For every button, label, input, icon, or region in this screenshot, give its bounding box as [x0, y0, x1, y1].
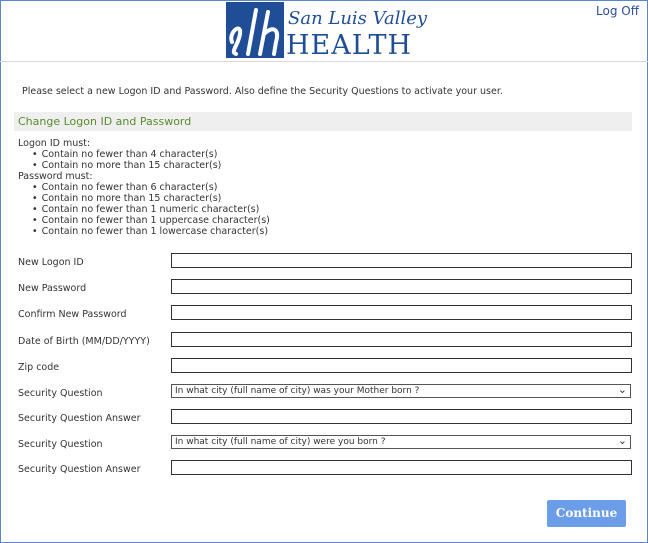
requirement-item: • Contain no more than 15 character(s)	[32, 160, 270, 171]
row-security-q1	[0, 384, 648, 404]
requirements-list	[18, 138, 270, 237]
logo-mark	[226, 2, 284, 58]
password-requirements	[18, 182, 270, 237]
row-new-logon	[0, 253, 648, 273]
row-zip	[0, 358, 648, 378]
row-security-a1	[0, 409, 648, 429]
security-q1-value: In what city (full name of city) was your Mother born ?	[175, 386, 420, 396]
chevron-down-icon: ⌄	[617, 383, 627, 396]
new-password-input[interactable]	[171, 279, 632, 294]
requirement-item: • Contain no fewer than 6 character(s)	[32, 182, 270, 193]
header-divider	[0, 61, 648, 62]
logoff-link[interactable]: Log Off	[596, 4, 639, 18]
requirement-item: • Contain no fewer than 1 numeric character(s)	[32, 204, 270, 215]
zip-label: Zip code	[18, 362, 60, 373]
row-new-password	[0, 279, 648, 299]
logo-text-bottom: HEALTH	[286, 30, 413, 61]
section-header	[14, 112, 632, 131]
section-title: Change Logon ID and Password	[18, 115, 192, 128]
password-requirements-heading: Password must:	[18, 171, 93, 182]
row-security-q2	[0, 435, 648, 455]
security-a2-label: Security Question Answer	[18, 464, 141, 475]
logo-text-top: San Luis Valley	[288, 8, 428, 29]
intro-text: Please select a new Logon ID and Password. Also define the Security Questions to activate your user.	[22, 86, 503, 97]
requirement-item: • Contain no more than 15 character(s)	[32, 193, 270, 204]
security-q1-select[interactable]	[171, 384, 631, 398]
requirement-item: • Contain no fewer than 4 character(s)	[32, 149, 270, 160]
new-logon-label: New Logon ID	[18, 257, 84, 268]
logo	[226, 2, 428, 61]
security-a1-input[interactable]	[171, 409, 632, 424]
chevron-down-icon: ⌄	[617, 434, 627, 447]
dob-label: Date of Birth (MM/DD/YYYY)	[18, 336, 150, 347]
confirm-password-label: Confirm New Password	[18, 309, 127, 320]
requirement-item: • Contain no fewer than 1 uppercase character(s)	[32, 215, 270, 226]
continue-button[interactable]: Continue	[547, 500, 626, 527]
requirement-item: • Contain no fewer than 1 lowercase character(s)	[32, 226, 270, 237]
zip-input[interactable]	[171, 358, 632, 373]
dob-input[interactable]	[171, 332, 632, 347]
security-a2-input[interactable]	[171, 460, 632, 475]
new-password-label: New Password	[18, 283, 87, 294]
row-confirm-password	[0, 305, 648, 325]
row-security-a2	[0, 460, 648, 480]
security-q2-select[interactable]	[171, 435, 631, 449]
row-dob	[0, 332, 648, 352]
header	[0, 0, 648, 62]
logon-requirements	[18, 149, 270, 171]
new-logon-input[interactable]	[171, 253, 632, 268]
security-q2-value: In what city (full name of city) were you born ?	[175, 437, 386, 447]
logon-requirements-heading: Logon ID must:	[18, 138, 91, 149]
security-q2-label: Security Question	[18, 439, 103, 450]
confirm-password-input[interactable]	[171, 305, 632, 320]
security-q1-label: Security Question	[18, 388, 103, 399]
slh-monogram-icon	[226, 2, 284, 58]
security-a1-label: Security Question Answer	[18, 413, 141, 424]
